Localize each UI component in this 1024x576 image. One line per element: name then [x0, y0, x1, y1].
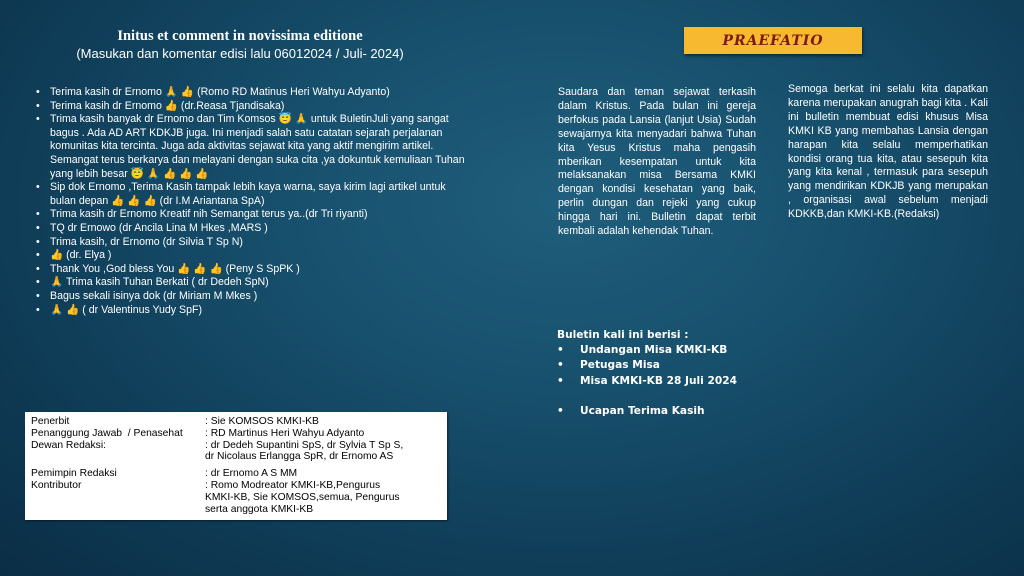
- masthead-row-pemimpin: [31, 468, 441, 480]
- masthead-value: : RD Martinus Heri Wahyu Adyanto: [205, 427, 365, 439]
- masthead-label: Dewan Redaksi:: [31, 439, 106, 451]
- feedback-item: • Trima kasih banyak dr Ernomo dan Tim Komsos 😇 🙏 untuk BuletinJuli yang sangat bagus . Ada AD ART KDKJB juga. Ini menjadi salah satu catatan sejarah perjalanan komunitas kita tercinta. Juga ada aktivitas sejawat kita yang aktif mengirim artikel. Semangat terus berkarya dan melayani dengan suka cita ,ya dokuntuk kemuliaan Tuhan yang lebih besar 😇 🙏 👍 👍 👍: [34, 113, 474, 181]
- contents-title: Buletin kali ini berisi :: [557, 329, 689, 341]
- masthead-row-dewan: [31, 440, 441, 464]
- masthead-label: Penanggung Jawab / Penasehat: [31, 427, 183, 439]
- section-subtitle: (Masukan dan komentar edisi lalu 06012024 / Juli- 2024): [76, 46, 404, 61]
- contents-list: [557, 328, 817, 419]
- masthead-value: : dr Ernomo A S MM: [205, 468, 298, 480]
- preface-text-right: Semoga berkat ini selalu kita dapatkan karena merupakan anugrah bagi kita . Kali ini bulletin membuat edisi khusus Misa KMKI KB yang membahas Lansia dengan harapan kita selalu memperhatikan kondisi orang tua kita, atau sesepuh kita yang kita kenal , termasuk para sesepuh yang mendirikan KDKJB yang merupakan , organisasi awal sebelum menjadi KDKKB,dan KMKI-KB.(Redaksi): [788, 83, 988, 221]
- feedback-item: • 🙏 👍 ( dr Valentinus Yudy SpF): [34, 304, 474, 318]
- feedback-item: • TQ dr Ernowo (dr Ancila Lina M Hkes ,MARS ): [34, 222, 474, 236]
- feedback-item: • Trima kasih, dr Ernomo (dr Silvia T Sp N): [34, 236, 474, 250]
- masthead-row-penerbit: [31, 416, 441, 428]
- feedback-item: • Trima kasih dr Ernomo Kreatif nih Semangat terus ya..(dr Tri riyanti): [34, 208, 474, 222]
- masthead-row-pj: [31, 428, 441, 440]
- masthead-label: Penerbit: [31, 416, 70, 427]
- praefatio-badge: [684, 27, 862, 54]
- feedback-item: • Terima kasih dr Ernomo 🙏 👍 (Romo RD Matinus Heri Wahyu Adyanto): [34, 86, 474, 100]
- masthead-label: Kontributor: [31, 479, 82, 491]
- feedback-item: • 🙏 Trima kasih Tuhan Berkati ( dr Dedeh SpN): [34, 276, 474, 290]
- contents-item: • Ucapan Terima Kasih: [557, 404, 817, 419]
- feedback-item: • Sip dok Ernomo ,Terima Kasih tampak lebih kaya warna, saya kirim lagi artikel untuk bulan depan 👍 👍 👍 (dr I.M Ariantana SpA): [34, 181, 474, 208]
- feedback-item: • Thank You ,God bless You 👍 👍 👍 (Peny S SpPK ): [34, 263, 474, 277]
- masthead-value: : Romo Modreator KMKI-KB,Pengurus KMKI-KB, Sie KOMSOS,semua, Pengurus serta anggota KMKI-KB: [205, 479, 400, 515]
- masthead-value: : Sie KOMSOS KMKI-KB: [205, 416, 319, 427]
- contents-item: • Petugas Misa: [557, 358, 817, 373]
- feedback-item: • 👍 (dr. Elya ): [34, 249, 474, 263]
- feedback-list: [34, 86, 474, 317]
- contents-item: • Undangan Misa KMKI-KB: [557, 343, 817, 358]
- masthead-box: [25, 412, 447, 520]
- contents-item: • Misa KMKI-KB 28 Juli 2024: [557, 374, 817, 389]
- masthead-label: Pemimpin Redaksi: [31, 468, 117, 480]
- feedback-item: • Bagus sekali isinya dok (dr Miriam M Mkes ): [34, 290, 474, 304]
- section-title: Initus et comment in novissima editione: [117, 28, 363, 44]
- preface-text-left: Saudara dan teman sejawat terkasih dalam Kristus. Pada bulan ini gereja berfokus pada Lansia (lanjut Usia) Sudah sewajarnya kita menyadari bahwa Tuhan kita Yesus Kristus maha pengasih mberikan kesempatan untuk kita melaksanakan misa Bersama KMKI dengan kondisi kesehatan yang baik, perlin dungan dan rejeki yang cukup hingga hari ini. Bulletin dapat terbit kembali adalah kehendak Tuhan.: [558, 86, 756, 238]
- feedback-item: • Terima kasih dr Ernomo 👍 (dr.Reasa Tjandisaka): [34, 100, 474, 114]
- masthead-value: : dr Dedeh Supantini SpS, dr Sylvia T Sp S, dr Nicolaus Erlangga SpR, dr Ernomo AS: [205, 439, 404, 463]
- masthead-row-kontributor: [31, 480, 441, 515]
- badge-label: PRAEFATIO: [722, 32, 824, 49]
